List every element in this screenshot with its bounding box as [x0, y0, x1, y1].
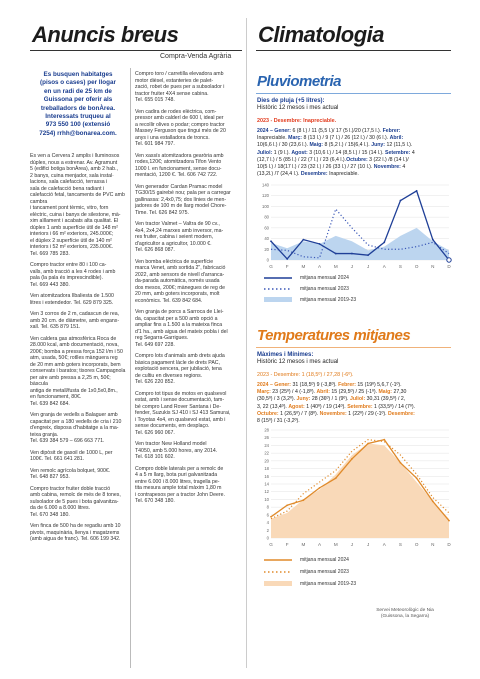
ad-line: 28.000 kcal, amb documentació, nova,	[30, 342, 119, 348]
intro-line: en un radi de 25 km de	[44, 87, 112, 95]
ad-line: Time. Tel. 626 842 975.	[135, 209, 189, 216]
ad-item	[135, 153, 241, 179]
ad-line: pressor amb calderí de 600 l, ideal per	[135, 115, 224, 121]
ad-line: Ven tractor Valmet – Valtra de 90 cv.,	[135, 221, 220, 227]
intro-line: 7254) rrhh@bonarea.com.	[39, 129, 117, 137]
ad-line: Compro lots d'animals amb drets ajuda	[135, 353, 225, 359]
ad-line: 100€. Tel. 661 641 281.	[30, 456, 85, 462]
ad-item	[135, 221, 241, 254]
ad-line: Compro toro / carretilla elevadora amb	[135, 71, 224, 77]
ad-line: 2022, amb sensors de nivell d'arranca-	[135, 271, 225, 278]
ad-line: bé compro Land Rover Santana i De-	[135, 403, 221, 410]
y-tick-label: 28	[264, 427, 269, 433]
series-2024-point	[302, 499, 304, 501]
x-tick-label: A	[318, 264, 322, 269]
ad-line: Ven finca de 500 ha de regadiu amb 10	[30, 523, 121, 529]
ad-line: Tel. 618 101 602.	[135, 454, 175, 460]
series-2024-point	[270, 240, 272, 242]
ad-line: Tel. 669 443 380.	[30, 281, 70, 288]
series-2024-point	[351, 253, 353, 255]
y-tick-label: 4	[266, 520, 269, 526]
series-2024-point	[416, 190, 418, 192]
series-2024-point	[270, 516, 272, 518]
ad-line: i tancament pont tèrmic, vitro, forn	[30, 205, 109, 211]
ad-line: atm, usada, 50€; rotlles mànguera reg	[30, 355, 118, 361]
ad-line: conservats i baratos; tisores Campagnola	[30, 368, 126, 374]
rain-chart	[255, 180, 455, 272]
ad-line: rodes,120€; atomitzadora Tifon Vento	[135, 159, 222, 165]
x-tick-label: A	[382, 264, 386, 269]
pluvio-dec-2023: 2023 - Desembre: Inapreciable.	[257, 118, 337, 124]
x-tick-label: J	[350, 264, 354, 269]
ad-line: el dúplex 2 superfície útil de 140 m²	[30, 237, 112, 244]
x-tick-label: M	[333, 542, 338, 547]
ad-line: Compro doble laterals per a remolc de	[135, 465, 224, 472]
y-tick-label: 12	[264, 489, 269, 495]
series-2024-point	[432, 500, 434, 502]
ad-line: xall. Tel. 635 879 151.	[30, 324, 81, 330]
intro-line: Interessats truqueu al	[45, 113, 111, 121]
ad-line: Tel. 655 015 748.	[135, 97, 175, 103]
x-tick-label: J	[366, 542, 370, 547]
x-tick-label: M	[301, 264, 306, 269]
legend-2024-rain-label: mitjana mensual 2024	[300, 275, 349, 281]
ad-line: bàsica pagament làcle de drets PAC,	[135, 359, 220, 366]
ad-line: entre 6.000 i 8.000 litres, tragella pe-	[135, 478, 220, 485]
ad-item	[30, 293, 128, 306]
ad-line: (amb aigua de franc). Tel. 606 199 342.	[30, 536, 121, 542]
pluvio-text-line: 10(6,6 l.) / 30 (23,6 l.). Maig: 8 (5,2 l.) / 15(6,4 l.). Juny: 12 (11,5 l.).	[257, 142, 413, 149]
ads-title: Anuncis breus	[32, 22, 179, 47]
ad-item	[30, 523, 128, 543]
ad-line: ampliar fins a 1.500 a la mateixa finca	[135, 322, 223, 328]
ad-line: Ven generador Cardan Pramac model	[135, 183, 223, 190]
pluvio-title: Pluviometria	[257, 73, 342, 90]
y-tick-label: 60	[264, 225, 269, 231]
ad-line: Ven 3 corros de 2 m, cadascun de rea,	[30, 311, 120, 317]
x-tick-label: M	[301, 542, 306, 547]
ad-line: da-parada automàtica, només usada	[135, 278, 220, 284]
x-tick-label: A	[382, 542, 386, 547]
ad-item	[135, 353, 241, 386]
x-tick-label: F	[285, 542, 289, 547]
y-tick-label: 22	[264, 450, 269, 456]
ad-line: Es ven a Cervera 2 amplis i lluminosos	[30, 153, 120, 159]
ad-line: amb 20 cm. de diàmetre, amb enganx-	[30, 317, 120, 324]
ad-item	[135, 466, 241, 505]
ad-line: en funcionament, 80€.	[30, 394, 82, 400]
ads-title-rule	[30, 50, 242, 51]
ad-line: Ven tractor New Holland model	[135, 441, 207, 447]
x-tick-label: S	[398, 264, 402, 269]
y-tick-label: 14	[264, 481, 269, 487]
series-2024-point	[302, 239, 304, 241]
source-note	[360, 608, 450, 620]
x-tick-label: D	[447, 542, 451, 547]
ad-line: sala de calefacció bena radiant i	[30, 185, 105, 192]
ad-line: de 20 mm amb goters incorporats, bem	[30, 361, 121, 368]
ad-line: tractor fruiter 4X4 sense cabina.	[135, 90, 209, 97]
ad-item	[135, 441, 241, 461]
pluvio-text-line: (13,2l.) /7 (24,4 l.). Desembre: Inapreciable.	[257, 171, 359, 178]
series-2024-point	[319, 487, 321, 489]
ad-line: a recollir olives o podar; compro tractor	[135, 121, 225, 128]
intro-box	[30, 71, 126, 138]
clima-title-rule	[256, 50, 451, 51]
series-2024-point	[400, 462, 402, 464]
temps-text-line: 2024 – Gener: 31 (18,5º) 9 (-3,8º). Febrer: 15 (19º) 5,6,7 (-1º).	[257, 382, 402, 388]
ad-line: Ven atomitzadora Ilbaliesta de 1.500	[30, 293, 114, 299]
y-tick-label: 0	[266, 535, 269, 541]
temps-title: Temperatures mitjanes	[257, 327, 411, 344]
x-tick-label: F	[285, 264, 289, 269]
ad-item	[30, 468, 128, 481]
legend-2024-rain-swatch	[264, 275, 292, 281]
temps-text-line: 3, 22 (13,4º). Agost: 1 (40º) / 19 (14º). Setembre: 1 (33,5º) / 14 (7º).	[257, 403, 415, 410]
x-tick-label: D	[447, 264, 451, 269]
source-line-1: Servei Meteorològic de Nia	[376, 608, 434, 613]
x-tick-label: O	[414, 264, 419, 269]
x-tick-label: J	[366, 264, 370, 269]
legend-avg-rain-swatch	[264, 297, 292, 302]
ad-item	[30, 262, 128, 288]
source-line-2: (Guissona, la Segarra)	[380, 614, 430, 619]
ad-line: sense documents, em desplaço.	[135, 423, 210, 429]
ad-line: Compro tot tipus de motos en qualsevol	[135, 390, 227, 397]
ad-item	[135, 109, 241, 148]
ad-line: pala (la pala és imprescindible).	[30, 275, 103, 281]
ad-item	[30, 153, 128, 257]
ad-line: Massey Ferguson que tingui més de 20	[135, 128, 226, 134]
x-tick-label: O	[414, 542, 419, 547]
legend-2023-rain-label: mitjana mensual 2023	[300, 286, 349, 292]
y-tick-label: 100	[262, 203, 269, 209]
y-tick-label: 20	[264, 246, 269, 252]
ad-line: Ven dipòsit de gasoil de 1000 L, per	[30, 449, 113, 456]
pluvio-text	[257, 128, 453, 178]
ad-line: Ven cadira de rodes elèctrica, com-	[135, 108, 217, 115]
ad-item	[135, 309, 241, 348]
ad-line: Tel. 601 984 797.	[135, 141, 175, 147]
ad-line: d'agricultor a agricultor, 10.000 €.	[135, 240, 212, 247]
temp-chart	[255, 425, 455, 550]
x-tick-label: J	[350, 542, 354, 547]
ad-line: gallinassa: 2,4x0,75; dos línies de men-	[135, 196, 227, 203]
ad-line: Tel. 669 785 283.	[30, 250, 70, 257]
ad-line: 4x4, 2x4,24 marxes amb inversor, ma-	[135, 227, 224, 234]
ad-line: pivots, maquinària, llenya i magatzems	[30, 529, 120, 536]
temps-text	[257, 382, 453, 425]
ad-line: calefacció fetal, tancaments de PVC amb cambra	[30, 192, 125, 205]
ad-line: anys i una estalladora de troncs.	[135, 134, 210, 141]
temps-text-line: Octubre: 1 (26,5º) / 7 (8º). Novembre: 1 (22º) / 29 (-1º). Desembre:	[257, 410, 415, 417]
ad-line: sulsolador de 5 pues i bota galvanitza-	[30, 498, 119, 505]
series-2024-point	[416, 477, 418, 479]
ad-line: 2 banys, cuina menjador, sala instal·	[30, 172, 114, 179]
column-divider-1	[130, 68, 131, 668]
ad-line: valls, amb tracció a les 4 rodes i amb	[30, 268, 116, 275]
ad-line: Tel. 649 697 228.	[135, 341, 175, 348]
ad-line: estat, amb i sense documentació, tam-	[135, 397, 225, 403]
ad-line: Tel. 626 868 087.	[135, 247, 175, 253]
clima-title: Climatologia	[258, 22, 385, 47]
ad-line: Ven granja de porcs a Sarroca de Llei-	[135, 309, 224, 315]
y-tick-label: 2	[266, 527, 269, 533]
ad-item	[30, 450, 128, 463]
ad-line: litres i estendedor. Tel. 629 879 325.	[30, 299, 114, 306]
series-2024-end-marker	[447, 258, 451, 262]
ad-line: Ven caldera gas atmosfèrica Roca de	[30, 335, 117, 342]
ad-line: capacitat per a 180 vedells de cria i 210	[30, 418, 122, 425]
ad-line: reg Segarra-Garrigues.	[135, 335, 189, 341]
x-tick-label: S	[398, 542, 402, 547]
series-2024-point	[383, 439, 385, 441]
ad-line: marca Venet, amb sortida 2", fabricació	[135, 265, 226, 271]
ad-line: dúplex, nous a estrenar. Av. Agramunt	[30, 159, 118, 166]
ad-line: Tel. 639 842 684.	[30, 400, 70, 407]
ad-line: Ven bomba elèctrica de superfície	[135, 258, 214, 265]
legend-2023-temp-swatch	[264, 569, 292, 575]
ad-line: i Toyotas 4x4, en qualsevol estat, amb i	[135, 416, 226, 423]
y-tick-label: 80	[264, 214, 269, 220]
ad-line: lacions, sala calefacció, terrassa i	[30, 179, 108, 185]
y-tick-label: 6	[266, 512, 269, 518]
series-2024-point	[448, 520, 450, 522]
ad-item	[30, 336, 128, 408]
ad-line: Compro tractor entre 80 i 100 ca-	[30, 262, 107, 268]
pluvio-underline	[256, 93, 451, 94]
temps-underline	[256, 347, 451, 348]
y-tick-label: 10	[264, 496, 269, 502]
ad-line: dos mesos, 200€; mànegues de reg de	[135, 284, 225, 291]
ad-line: xim aïllament i acabats alta qualitat. El	[30, 218, 119, 224]
legend-2023-rain-swatch	[264, 286, 292, 292]
x-tick-label: N	[431, 542, 435, 547]
temps-head-1: Màximes i Mínimes:	[257, 352, 314, 358]
ad-line: res fruiter, cabina i seient modern,	[135, 234, 214, 240]
temps-text-line: Març: 23 (25º) / 4 (-1,8º). Abril: 15 (29,5º) / 25 (-1º). Maig: 27,30	[257, 389, 407, 396]
intro-line: Guissona per oferir als	[43, 96, 113, 104]
ad-line: de cultiu en diverses regions.	[135, 372, 203, 379]
ad-line: d'engreix, disposa d'habitatge a la ma-	[30, 425, 119, 431]
ad-line: Tel. 648 827 953.	[30, 474, 70, 480]
column-divider-2	[246, 18, 247, 668]
series-2024-point	[335, 253, 337, 255]
ad-line: teixa granja.	[30, 431, 59, 438]
series-2024-point	[367, 254, 369, 256]
series-2024-point	[367, 443, 369, 445]
ad-line: da, capacitat per a 500 amb opció a	[135, 315, 218, 322]
pluvio-text-line: Inapreciable. Març: 8 (13 l.) / 9 (7 l.) / 26 (12 l.) / 30 (6 l.). Abril:	[257, 135, 404, 142]
ad-item	[30, 412, 128, 445]
ad-line: i contrapesos per a tractor John Deere.	[135, 491, 225, 498]
ad-line: jadores de 100 m de llarg model Chore-	[135, 203, 227, 209]
ads-column-2	[135, 71, 241, 510]
ad-line: Tel. 639 384 579 – 696 663 771.	[30, 438, 105, 444]
intro-line: (pisos o cases) per llogar	[40, 79, 116, 87]
ad-line: dúplex 1 amb superfície útil de 148 m²	[30, 224, 118, 231]
ad-line: Compro tractor fruiter doble tracció	[30, 485, 111, 492]
legend-avg-temp-swatch	[264, 581, 292, 586]
ad-line: motor dièsel, estanteries de palet-	[135, 77, 214, 84]
ad-line: mentació, 1200 €. Tel. 606 742 722.	[135, 172, 218, 178]
ad-line: Ven granja de vedells a Balaguer amb	[30, 412, 118, 418]
x-tick-label: M	[333, 264, 338, 269]
ad-line: Tel. 626 960 067.	[135, 429, 175, 436]
ad-line: Tel. 670 348 180.	[135, 498, 175, 504]
intro-line: 973 550 100 (extensió	[45, 121, 111, 129]
series-2024-point	[432, 239, 434, 241]
ad-line: Ven remolc agrícola bolquet, 900€.	[30, 467, 111, 474]
legend-2024-temp-swatch	[264, 557, 292, 563]
ad-item	[135, 71, 241, 104]
ads-subtitle: Compra-Venda Agrària	[160, 53, 232, 60]
ad-line: per aire amb pressa a 2,25 m, 50€; bàscula	[30, 374, 111, 387]
y-tick-label: 140	[262, 182, 269, 188]
legend-2023-temp-label: mitjana mensual 2023	[300, 569, 349, 575]
pluvio-text-line: Juliol: 1 (9 l.). Agost: 3 (10,6 l.) / 14 (8,5 l.) / 15 (14 l.). Setembre: 4	[257, 149, 415, 156]
ad-line: Tel. 626 220 852.	[135, 379, 175, 385]
intro-line: treballadors de bonÀrea.	[40, 104, 116, 112]
legend-2024-temp-label: mitjana mensual 2024	[300, 557, 349, 563]
pluvio-text-line: 10(5 l.) / 18(17 l.) / 23 (32 l.) / 26 (33 l.) / 27 (10 l.). Novembre: 4	[257, 164, 406, 171]
ad-line: da de 6.000 a 8.000 litres.	[30, 505, 90, 511]
ad-line: interiors i 52 m² exteriors, 235.000€.	[30, 244, 114, 250]
x-tick-label: G	[269, 264, 273, 269]
y-tick-label: 40	[264, 236, 269, 242]
pluvio-text-line: (12,7 l.) / 5 (85 l.) / 22 (7 l.) / 23 (6,4 l.).Octubre: 3 (22 l.) /8 (14 l.)/	[257, 156, 409, 163]
x-tick-label: G	[269, 542, 273, 547]
y-tick-label: 8	[266, 504, 269, 510]
series-2024-point	[319, 243, 321, 245]
y-tick-label: 120	[262, 193, 269, 199]
y-tick-label: 0	[266, 257, 269, 263]
series-avg-area	[271, 444, 449, 539]
temps-text-line: 8 (15º) / 31 (-3,2º).	[257, 418, 300, 425]
ad-line: 20 mm, amb goters incorporats, molt	[135, 291, 220, 297]
temps-head-2: Històric 12 mesos i mes actual	[257, 359, 339, 365]
x-tick-label: N	[431, 264, 435, 269]
pluvio-head-1: Dies de pluja (+5 litres):	[257, 98, 325, 104]
temps-dec-2023: 2023 - Desembre: 1 (18,5º) / 27,28 (-6º).	[257, 372, 354, 378]
y-tick-label: 20	[264, 458, 269, 464]
ad-line: elèctric, cuina i banys de silestone, mà-	[30, 211, 121, 218]
ad-item	[30, 311, 128, 331]
ad-line: antiga de metall/fusta de 1x0,5x0,8m.,	[30, 387, 118, 394]
ad-line: econòmics. Tel. 639 842 684.	[135, 297, 203, 304]
ad-line: interiors i 66 m² exteriors, 245.000€;	[30, 231, 114, 237]
series-2024-point	[351, 458, 353, 460]
ad-line: 5 (edifici botiga bonÀrea), amb 2 hab.,	[30, 166, 118, 172]
series-2024-point	[286, 258, 288, 260]
series-2024-point	[400, 200, 402, 202]
y-tick-label: 18	[264, 466, 269, 472]
ad-line: explotació sencera, per jubilació, tena	[135, 366, 222, 372]
pluvio-text-line: 2024 – Gener: 6 (8 l.) / 11 (5,5 l.)/ 17 (5 l.)/20 (17,5 l.). Febrer:	[257, 128, 401, 134]
ad-line: 4 a 5 m llarg, bota puri galvanitzada	[135, 472, 218, 478]
y-tick-label: 24	[264, 442, 269, 448]
pluvio-head-2: Històric 12 mesos i mes actual	[257, 105, 339, 111]
ad-line: d'1 ha., amb aigua del mateix pobla i del	[135, 328, 228, 335]
ad-line: 200€; bomba a pressa força 152 l/m i 50	[30, 348, 123, 355]
y-tick-label: 16	[264, 473, 269, 479]
ad-item	[135, 259, 241, 305]
series-2024-point	[286, 504, 288, 506]
series-2024-point	[383, 241, 385, 243]
ad-line: amb cabina, remolc de més de 8 tones,	[30, 492, 121, 498]
ad-line: zació, robet de pues per a subsolador i	[135, 84, 225, 90]
ad-item	[135, 391, 241, 437]
ads-column-1	[30, 153, 128, 548]
legend-avg-rain-label: mitjana mensual 2019-23	[300, 297, 357, 303]
series-2024-point	[335, 477, 337, 479]
ad-line: 1000 l. en funcionament, sense docu-	[135, 165, 222, 172]
ad-line: Tel. 670 348 180.	[30, 511, 70, 518]
ad-line: Ven xassís atomitzadora gearòria amb	[135, 152, 224, 159]
ad-line: TG30/15 gairebé nou; pala per a carregar	[135, 190, 231, 196]
intro-line: Es busquen habitatges	[43, 71, 113, 78]
ad-item	[30, 486, 128, 519]
temps-text-line: (30,5º) / 3 (3,2º). Juny: 28 (36º) / 1 (9º). Juliol: 30,31 (39,5º) / 2,	[257, 396, 406, 403]
ad-line: tita mesura ample total màxim 1,80 m	[135, 485, 222, 491]
x-tick-label: A	[318, 542, 322, 547]
ad-item	[135, 184, 241, 217]
y-tick-label: 26	[264, 435, 269, 441]
ad-line: fender, Suzukis SJ 410 i SJ 413 Samurai,	[135, 410, 231, 416]
legend-avg-temp-label: mitjana mensual 2019-23	[300, 581, 357, 587]
ad-line: T4050, amb 5.000 hores, any 2014.	[135, 447, 218, 454]
